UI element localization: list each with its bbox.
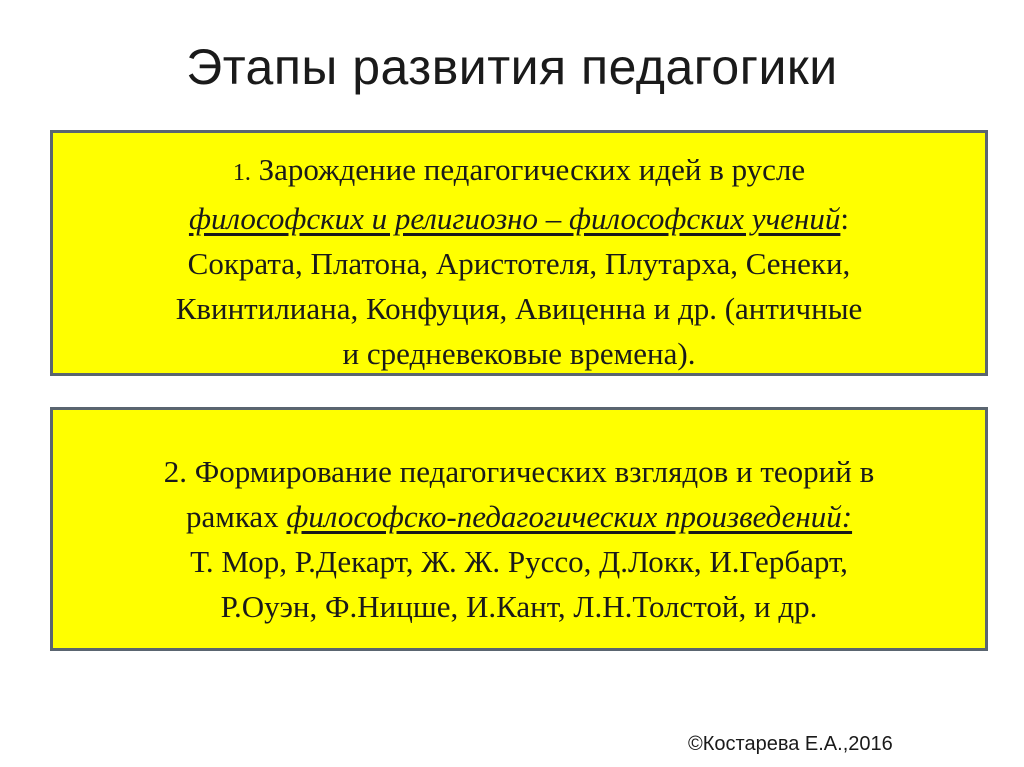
stage-2-line-3: Т. Мор, Р.Декарт, Ж. Ж. Руссо, Д.Локк, И.Гербарт,	[190, 544, 848, 579]
stage-1-line-4: Квинтилиана, Конфуция, Авиценна и др. (античные	[175, 291, 863, 326]
stage-2-box	[50, 407, 988, 651]
stage-1-number: 1.	[232, 160, 251, 186]
stage-1-line-5: и средневековые времена).	[342, 336, 696, 371]
stage-1-philosophical-teachings: философских и религиозно – философских учений	[188, 201, 841, 236]
stage-1-line-1	[53, 147, 985, 196]
copyright-footer: ©Костарева Е.А.,2016	[688, 733, 893, 755]
stage-2-line-2	[53, 494, 985, 539]
stage-1-heading: Зарождение педагогических идей в русле	[250, 152, 806, 187]
stage-2-line-4: Р.Оуэн, Ф.Ницше, И.Кант, Л.Н.Толстой, и др.	[220, 589, 818, 624]
stage-2-line-1: 2. Формирование педагогических взглядов и теорий в	[163, 454, 875, 489]
stage-2-philosophical-works: философско-педагогических произведений:	[286, 499, 853, 534]
stage-1-line-2	[53, 196, 985, 241]
stage-1-line-3: Сократа, Платона, Аристотеля, Плутарха, Сенеки,	[187, 246, 851, 281]
stage-1-colon: :	[840, 201, 850, 236]
stage-2-prefix: рамках	[185, 499, 287, 534]
stage-1-box	[50, 130, 988, 376]
slide-title: Этапы развития педагогики	[186, 39, 838, 95]
